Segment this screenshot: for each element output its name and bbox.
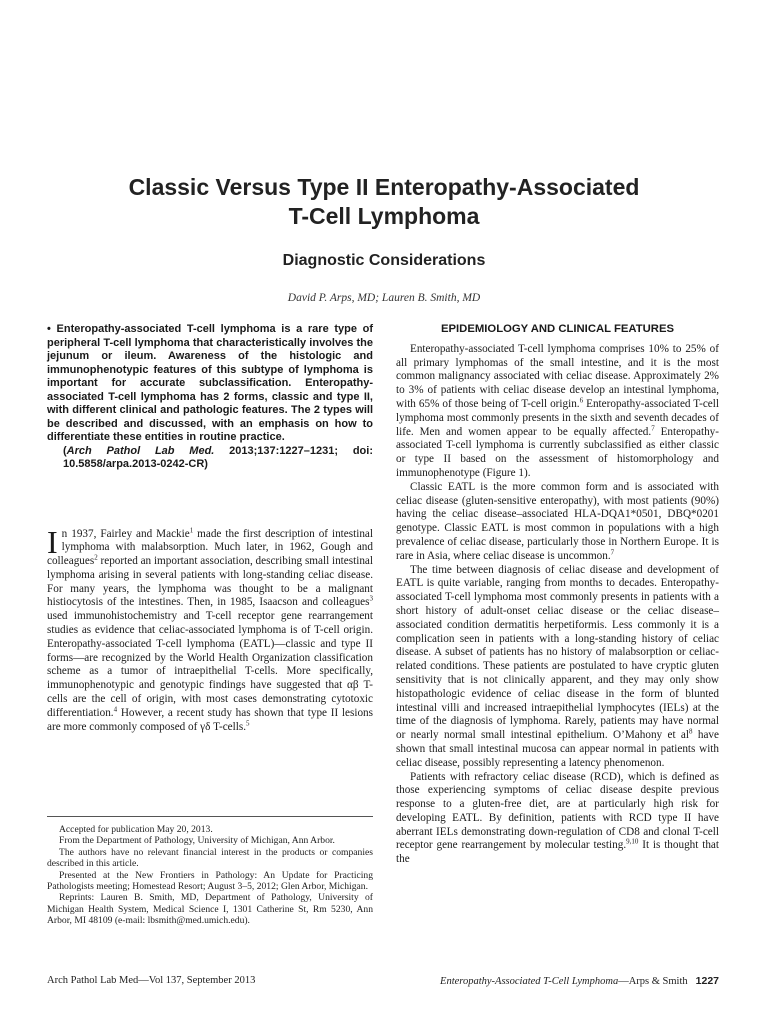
- epi-text-1c: Enteropathy-associated T-cell lymphoma is currently subclassified as either classic or type II based on the assessment of histomorphology and immunophenotype (Figure 1).: [396, 425, 719, 479]
- drop-cap: I: [47, 523, 58, 560]
- footnote-accepted: Accepted for publication May 20, 2013.: [59, 824, 213, 835]
- ref-6: 6: [579, 396, 584, 405]
- epi-text-1a: Enteropathy-associated T-cell lymphoma comprises 10% to 25% of all primary lymphomas of the small intestine, and it is the most common malignancy associated with celiac disease. Approximately 2% to 3% of patients with celiac disease develop an intestinal lymphoma, with 65% of those being of T-cell origin.: [396, 342, 719, 410]
- ref-1: 1: [189, 525, 194, 534]
- author-list: David P. Arps, MD; Lauren B. Smith, MD: [287, 292, 481, 304]
- ref-2: 2: [94, 553, 98, 562]
- ref-7: 7: [651, 423, 655, 432]
- ref-7b: 7: [610, 548, 615, 557]
- running-authors: —Arps & Smith: [618, 976, 688, 987]
- epi-text-3a: The time between diagnosis of celiac disease and development of EATL is quite variable, ranging from months to decades. Enteropathy-associated T-cell lymphoma most commonly presents in patients with a short history of adult-onset celiac disease or the celiac disease–associated condition dermatitis herpetiformis. Less commonly it is a complication seen in patients with a long-standing history of celiac disease. A subset of patients has no history of malabsorption or celiac-related conditions. These patients are postulated to have cryptic gluten sensitivity that is not clinically apparent, and they may only show histopathologic evidence of celiac disease in the form of blunted intestinal villi and increased intraepithelial lymphocytes (IELs) at the time of the diagnosis of lymphoma. Rarely, patients may have normal or nearly normal small intestinal epithelium. O’Mahony et al: [396, 563, 719, 742]
- epi-text-4b: It is thought that the: [396, 839, 719, 866]
- footnote-reprints: Reprints: Lauren B. Smith, MD, Department of Pathology, University of Michigan Health System, Medical Science I, 1301 Catherine St, Rm 5230, Ann Arbor, MI 48109 (e-mail: lbsmith@med.umich.edu).: [47, 892, 373, 927]
- intro-text-d: used immunohistochemistry and T-cell receptor gene rearrangement studies as evidence that celiac-associated lymphoma is of T-cell origin. Enteropathy-associated T-cell lymphoma (EATL)—classic and type II forms—are recognized by the World Health Organization classification scheme as a tumor of intraepithelial T-cells. More specifically, immunophenotypic and genotypic findings have suggested that αβ T-cells are the cell of origin, with most cases demonstrating cytotoxic differentiation.: [47, 610, 373, 719]
- ref-9-10: 9,10: [626, 837, 639, 846]
- footer-running-head: [440, 975, 719, 987]
- epi-text-3b: have shown that small intestinal mucosa can appear normal in patients with celiac disease, possibly representing a latency phenomenon.: [396, 729, 719, 769]
- abstract-text: Enteropathy-associated T-cell lymphoma is a rare type of peripheral T-cell lymphoma that characteristically involves the jejunum or ileum. Awareness of the histologic and immunophenotypic features of this subtype of lymphoma is important for accurate subclassification. Enteropathy-associated T-cell lymphoma has 2 forms, classic and type II, with different clinical and pathologic features. The 2 types will be described and discussed, with an emphasis on how to differentiate these entities in routine practice.: [47, 323, 373, 443]
- introduction: [47, 523, 373, 735]
- right-column: [396, 323, 719, 867]
- abstract-bullet: •: [47, 323, 51, 335]
- epi-text-1b: Enteropathy-associated T-cell lymphoma most commonly presents in the sixth and seventh decades of life. Men and women appear to be equally affected.: [396, 397, 719, 438]
- title-line-1: Classic Versus Type II Enteropathy-Associated: [128, 174, 640, 200]
- page-number: 1227: [695, 975, 719, 987]
- article-title: [60, 173, 708, 231]
- intro-paragraph: [47, 523, 373, 735]
- epi-text-2a: Classic EATL is the more common form and is associated with celiac disease (gluten-sensitive enteropathy), with most patients (90%) having the celiac disease–associated HLA-DQA1*0501, DBQ*0201 genotype. Classic EATL is most common in populations with a high prevalence of celiac disease, particularly those in Northern Europe. It is rare in Asia, where celiac disease is uncommon.: [396, 480, 719, 562]
- footnote-presented: Presented at the New Frontiers in Pathology: An Update for Practicing Pathologists meeting; Homestead Resort; August 3–5, 2012; Glen Arbor, Michigan.: [47, 869, 373, 893]
- citation-details: 2013;137:1227–1231; doi: 10.5858/arpa.2013-0242-CR): [63, 444, 373, 470]
- running-title: Enteropathy-Associated T-Cell Lymphoma: [440, 976, 619, 987]
- article-subtitle: Diagnostic Considerations: [282, 252, 486, 269]
- footnotes: [47, 816, 373, 927]
- footnote-disclosure: The authors have no relevant financial interest in the products or companies described in this article.: [47, 846, 373, 870]
- ref-8: 8: [689, 727, 693, 736]
- abstract-citation: (Arch Pathol Lab Med. 2013;137:1227–1231; doi: 10.5858/arpa.2013-0242-CR): [63, 444, 373, 470]
- intro-text-e: However, a recent study has shown that type II lesions are more commonly composed of γδ T-cells.: [47, 706, 373, 733]
- epi-text-4a: Patients with refractory celiac disease (RCD), which is defined as those experiencing symptoms of celiac disease despite previous response to a gluten-free diet, are at particularly high risk for developing EATL. By definition, patients with RCD type II have aberrant IELs demonstrating down-regulation of CD8 and clonal T-cell receptor gene rearrangement by molecular testing.: [396, 770, 719, 852]
- footer-journal: Arch Pathol Lab Med—Vol 137, September 2013: [47, 975, 256, 986]
- ref-5: 5: [246, 718, 250, 727]
- epi-paragraph-2: [396, 481, 719, 564]
- citation-journal: Arch Pathol Lab Med.: [66, 444, 215, 457]
- epi-paragraph-1: [396, 343, 719, 481]
- abstract: [47, 323, 373, 472]
- footnote-affiliation: From the Department of Pathology, University of Michigan, Ann Arbor.: [59, 835, 335, 847]
- left-column: [47, 323, 373, 734]
- ref-4: 4: [113, 705, 118, 714]
- section-heading-epidemiology: EPIDEMIOLOGY AND CLINICAL FEATURES: [440, 323, 675, 335]
- epi-paragraph-4: [396, 771, 719, 868]
- ref-3: 3: [369, 594, 373, 603]
- epi-paragraph-3: [396, 564, 719, 771]
- title-line-2: T-Cell Lymphoma: [288, 203, 480, 229]
- intro-text-b: made the first description of intestinal lymphoma with malabsorption. Much later, in 1962, Gough and colleagues: [47, 527, 373, 568]
- intro-text-c: reported an important association, describing small intestinal lymphoma arising in several patients with long-standing celiac disease. For many years, the lymphoma was thought to be a malignant histiocytosis of the intestines. Then, in 1985, Isaacson and colleagues: [47, 555, 373, 609]
- intro-text-a: n 1937, Fairley and Mackie: [61, 527, 190, 540]
